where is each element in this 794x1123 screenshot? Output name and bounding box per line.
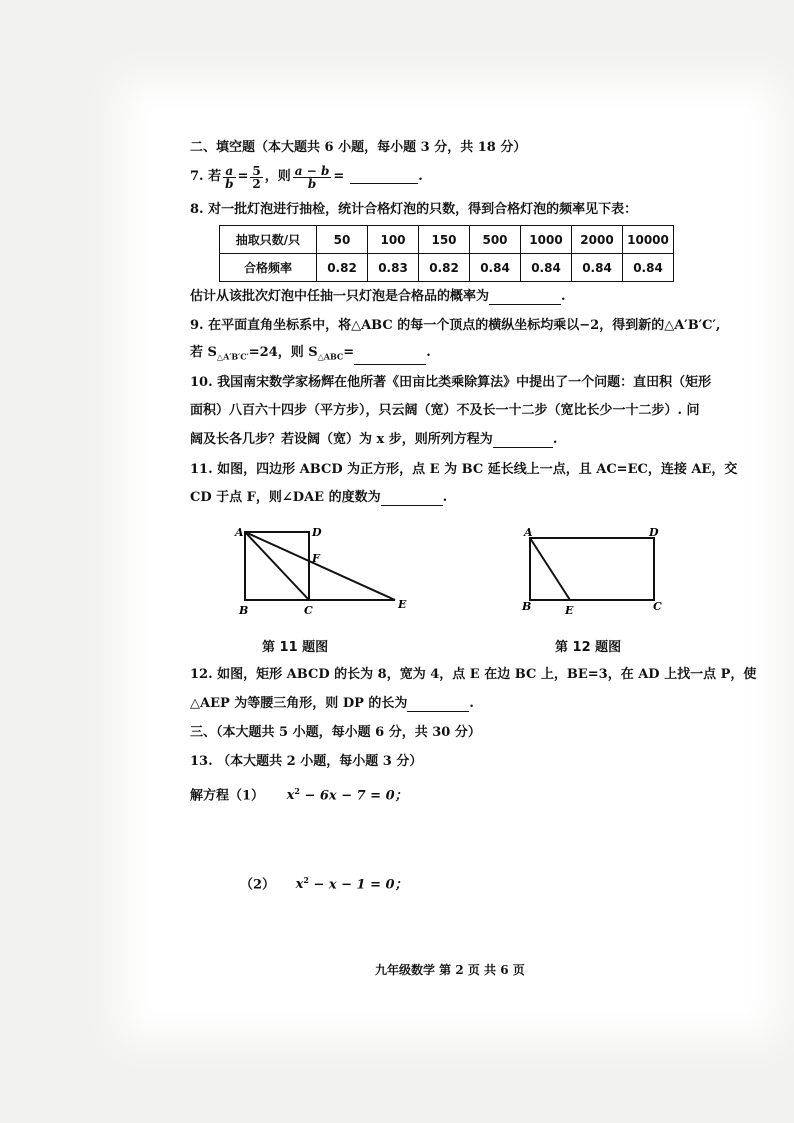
question-7: 7. 若 $\frac{a}{b}$ = $\frac{5}{2}$ ，则 $\frac{a - b}{b}$ = . [190,163,423,191]
question-9-line2: 若 $S_{\triangle A'B'C'}=24$，则 $S_{\triangle ABC}=$ . [190,345,431,365]
question-10-line3: 阔及长各几步？若设阔（宽）为 x 步，则所列方程为 . [190,432,558,447]
answer-blank-10[interactable] [493,434,553,448]
answer-blank-9[interactable] [354,351,426,365]
table-header-cell: 合格频率 [220,254,317,282]
table-cell: 0.83 [368,254,419,282]
point-label-d: D [312,526,322,539]
table-cell: 150 [419,226,470,254]
fraction-a-minus-b-over-b: $\frac{a - b}{b}$ [294,163,330,191]
point-label-a: A [524,526,533,539]
table-cell: 500 [470,226,521,254]
table-header-cell: 抽取只数/只 [220,226,317,254]
frequency-table [219,225,674,282]
table-cell: 0.84 [521,254,572,282]
point-label-b: B [522,600,532,613]
question-13-part2: （2） $x^2 - x - 1 = 0$； [240,875,408,893]
fraction-5-over-2: $\frac{5}{2}$ [252,163,261,191]
figure-12-diagram [515,522,675,622]
table-cell: 0.82 [317,254,368,282]
table-cell: 0.84 [623,254,674,282]
answer-blank-11[interactable] [381,492,443,506]
point-label-a: A [235,526,244,539]
answer-blank-12[interactable] [407,698,469,712]
point-label-b: B [239,604,249,617]
section-2-title: 二、填空题（本大题共 6 小题，每小题 3 分，共 18 分） [190,140,527,155]
table-cell: 1000 [521,226,572,254]
question-12-line1: 12. 如图，矩形 ABCD 的长为 8，宽为 4，点 E 在边 BC 上，BE=3，在 AD 上找一点 P，使 [190,667,757,682]
point-label-e: E [565,604,574,617]
segment-ac [245,532,309,600]
fraction-a-over-b: $\frac{a}{b}$ [225,163,234,191]
question-11-line2: CD 于点 F，则∠DAE 的度数为 . [190,490,448,505]
question-13-title: 13. （本大题共 2 小题，每小题 3 分） [190,754,423,769]
table-cell: 100 [368,226,419,254]
answer-blank-8[interactable] [489,291,561,305]
table-cell: 50 [317,226,368,254]
question-8-stem: 8. 对一批灯泡进行抽检，统计合格灯泡的只数，得到合格灯泡的频率见下表： [190,202,638,217]
section-3-title: 三、（本大题共 5 小题，每小题 6 分，共 30 分） [190,725,481,740]
question-10-line2: 面积）八百六十四步（平方步），只云阔（宽）不及长一十二步（宽比长少一十二步）. 问 [190,403,700,418]
question-13-part1: 解方程（1） $x^2 - 6x - 7 = 0$； [190,786,408,804]
point-label-f: F [312,552,320,565]
question-12-line2: △AEP 为等腰三角形，则 DP 的长为 . [190,696,474,711]
question-9-line1: 9. 在平面直角坐标系中，将△ABC 的每一个顶点的横纵坐标均乘以−2，得到新的△A′B′C′, [190,318,721,333]
point-label-e: E [398,598,407,611]
answer-blank-7[interactable] [350,170,418,184]
segment-ae [530,538,570,600]
question-8-ask: 估计从该批次灯泡中任抽一只灯泡是合格品的概率为 . [190,289,566,304]
point-label-c: C [304,604,313,617]
figure-11-caption: 第 11 题图 [262,640,329,655]
page-footer: 九年级数学 第 2 页 共 6 页 [375,963,525,977]
figure-11-diagram [230,522,420,622]
table-cell: 0.82 [419,254,470,282]
question-10-line1: 10. 我国南宋数学家杨辉在他所著《田亩比类乘除算法》中提出了一个问题：直田积（矩形 [190,375,712,390]
table-cell: 0.84 [470,254,521,282]
segment-ae [245,532,395,600]
table-cell: 2000 [572,226,623,254]
table-row [220,226,674,254]
point-label-d: D [649,526,659,539]
table-cell: 10000 [623,226,674,254]
table-cell: 0.84 [572,254,623,282]
figure-12-caption: 第 12 题图 [555,640,622,655]
point-label-c: C [653,600,662,613]
table-row [220,254,674,282]
rectangle-abcd [530,538,654,600]
question-11-line1: 11. 如图，四边形 ABCD 为正方形，点 E 为 BC 延长线上一点，且 AC=EC，连接 AE，交 [190,462,738,477]
